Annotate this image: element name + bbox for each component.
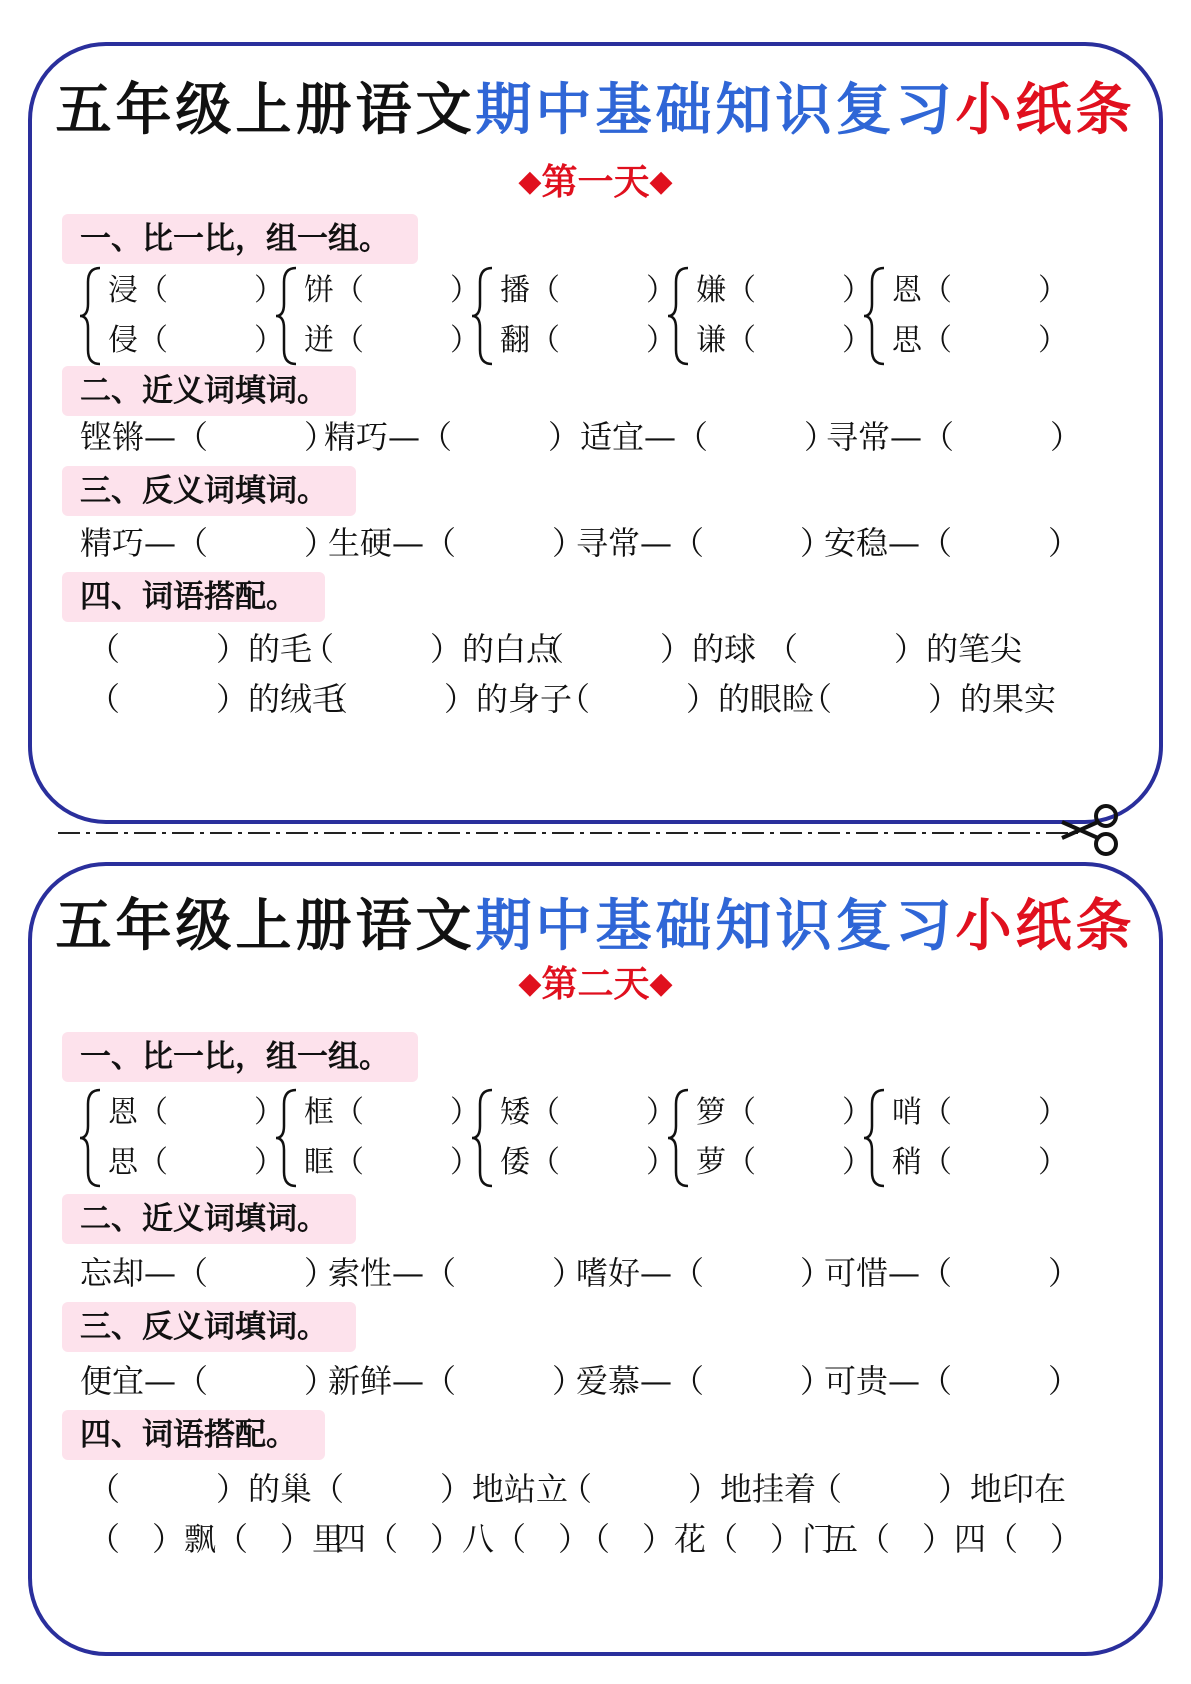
compare-item-bottom: 迸（ ） — [304, 323, 480, 358]
synonym-item: 寻常—（ ） — [826, 418, 1083, 456]
compare-item-top: 恩（ ） — [892, 273, 1068, 308]
brace-icon — [666, 1086, 692, 1190]
brace-icon — [78, 264, 104, 368]
compare-group — [666, 264, 876, 368]
compare-item-bottom: 谦（ ） — [696, 323, 872, 358]
title-part-black: 五年级上册语文 — [55, 78, 476, 143]
card-title — [32, 882, 1159, 962]
collocation-item: （ ）的白点 — [302, 630, 559, 668]
synonym-item: 铿锵—（ ） — [80, 418, 337, 456]
collocation-row — [72, 674, 1119, 724]
compare-item-bottom: 翻（ ） — [500, 323, 676, 358]
section-heading-synonyms: 二、近义词填词。 — [62, 366, 356, 416]
synonym-item: 索性—（ ） — [328, 1254, 585, 1292]
synonym-item: 精巧—（ ） — [324, 418, 581, 456]
collocation-row — [72, 1514, 1119, 1564]
compare-item-top: 播（ ） — [500, 273, 676, 308]
brace-icon — [274, 1086, 300, 1190]
compare-groups — [78, 264, 1119, 368]
synonym-item: 忘却—（ ） — [80, 1254, 337, 1292]
compare-item-bottom: 稍（ ） — [892, 1145, 1068, 1180]
section-heading-compare: 一、比一比，组一组。 — [62, 214, 418, 264]
antonym-item: 可贵—（ ） — [824, 1362, 1081, 1400]
compare-item-bottom: 侵（ ） — [108, 323, 284, 358]
antonym-item: 精巧—（ ） — [80, 524, 337, 562]
compare-item-bottom: 思（ ） — [892, 323, 1068, 358]
collocation-item: （ ）的笔尖 — [766, 630, 1023, 668]
collocation-item: （ ）的绒毛 — [88, 680, 345, 718]
compare-groups — [78, 1086, 1119, 1190]
compare-item-bottom: 眶（ ） — [304, 1145, 480, 1180]
brace-icon — [862, 264, 888, 368]
compare-group — [470, 264, 680, 368]
antonym-row — [72, 518, 1119, 568]
section-heading-collocations: 四、词语搭配。 — [62, 572, 325, 622]
brace-icon — [862, 1086, 888, 1190]
compare-item-top: 矮（ ） — [500, 1095, 676, 1130]
section-heading-antonyms: 三、反义词填词。 — [62, 466, 356, 516]
antonym-item: 寻常—（ ） — [576, 524, 833, 562]
day-label — [32, 956, 1159, 1007]
collocation-item: 四（ ）八（ ） — [334, 1520, 591, 1558]
compare-group — [274, 264, 484, 368]
review-card-day-1 — [28, 42, 1163, 824]
diamond-icon: ◆ — [518, 966, 542, 1001]
antonym-item: 便宜—（ ） — [80, 1362, 337, 1400]
card-title — [32, 66, 1159, 146]
antonym-item: 新鲜—（ ） — [328, 1362, 585, 1400]
compare-item-bottom: 倭（ ） — [500, 1145, 676, 1180]
compare-item-top: 嫌（ ） — [696, 273, 872, 308]
compare-item-top: 恩（ ） — [108, 1095, 284, 1130]
collocation-item: （ ）的毛 — [88, 630, 313, 668]
compare-group — [470, 1086, 680, 1190]
title-part-blue: 期中基础知识复习 — [475, 894, 956, 959]
compare-group — [862, 1086, 1072, 1190]
section-heading-compare: 一、比一比，组一组。 — [62, 1032, 418, 1082]
brace-icon — [666, 264, 692, 368]
collocation-item: （ ）花（ ）门 — [578, 1520, 835, 1558]
day-text: 第二天 — [541, 963, 650, 1005]
synonym-row — [72, 1248, 1119, 1298]
title-part-red: 小纸条 — [955, 894, 1136, 959]
compare-group — [78, 264, 288, 368]
antonym-item: 安稳—（ ） — [824, 524, 1081, 562]
brace-icon — [274, 264, 300, 368]
compare-group — [862, 264, 1072, 368]
compare-item-top: 箩（ ） — [696, 1095, 872, 1130]
antonym-item: 爱慕—（ ） — [576, 1362, 833, 1400]
compare-item-bottom: 萝（ ） — [696, 1145, 872, 1180]
compare-group — [78, 1086, 288, 1190]
collocation-item: （ ）地挂着 — [560, 1470, 817, 1508]
section-heading-synonyms: 二、近义词填词。 — [62, 1194, 356, 1244]
antonym-row — [72, 1356, 1119, 1406]
collocation-item: （ ）的球 — [532, 630, 757, 668]
compare-item-top: 框（ ） — [304, 1095, 480, 1130]
collocation-item: 五（ ）四（ ） — [826, 1520, 1083, 1558]
compare-item-top: 浸（ ） — [108, 273, 284, 308]
collocation-item: （ ）地站立 — [312, 1470, 569, 1508]
cut-line — [58, 828, 1078, 838]
compare-group — [274, 1086, 484, 1190]
compare-group — [666, 1086, 876, 1190]
diamond-icon: ◆ — [518, 164, 542, 199]
section-heading-antonyms: 三、反义词填词。 — [62, 1302, 356, 1352]
synonym-item: 适宜—（ ） — [580, 418, 837, 456]
compare-item-top: 哨（ ） — [892, 1095, 1068, 1130]
day-text: 第一天 — [541, 161, 650, 203]
collocation-item: （ ）的巢 — [88, 1470, 313, 1508]
collocation-item: （ ）的眼睑 — [558, 680, 815, 718]
collocation-item: （ ）的果实 — [800, 680, 1057, 718]
antonym-item: 生硬—（ ） — [328, 524, 585, 562]
collocation-row — [72, 624, 1119, 674]
brace-icon — [470, 1086, 496, 1190]
diamond-icon: ◆ — [649, 966, 673, 1001]
synonym-item: 可惜—（ ） — [824, 1254, 1081, 1292]
scissors-icon — [1058, 800, 1128, 860]
compare-item-bottom: 思（ ） — [108, 1145, 284, 1180]
brace-icon — [470, 264, 496, 368]
brace-icon — [78, 1086, 104, 1190]
title-part-red: 小纸条 — [955, 78, 1136, 143]
section-heading-collocations: 四、词语搭配。 — [62, 1410, 325, 1460]
synonym-row — [72, 412, 1119, 462]
synonym-item: 嗜好—（ ） — [576, 1254, 833, 1292]
title-part-blue: 期中基础知识复习 — [475, 78, 956, 143]
collocation-row — [72, 1464, 1119, 1514]
review-card-day-2 — [28, 862, 1163, 1656]
collocation-item: （ ）的身子 — [316, 680, 573, 718]
collocation-item: （ ）飘（ ）里 — [88, 1520, 345, 1558]
compare-item-top: 饼（ ） — [304, 273, 480, 308]
day-label — [32, 154, 1159, 205]
diamond-icon: ◆ — [649, 164, 673, 199]
title-part-black: 五年级上册语文 — [55, 894, 476, 959]
collocation-item: （ ）地印在 — [810, 1470, 1067, 1508]
